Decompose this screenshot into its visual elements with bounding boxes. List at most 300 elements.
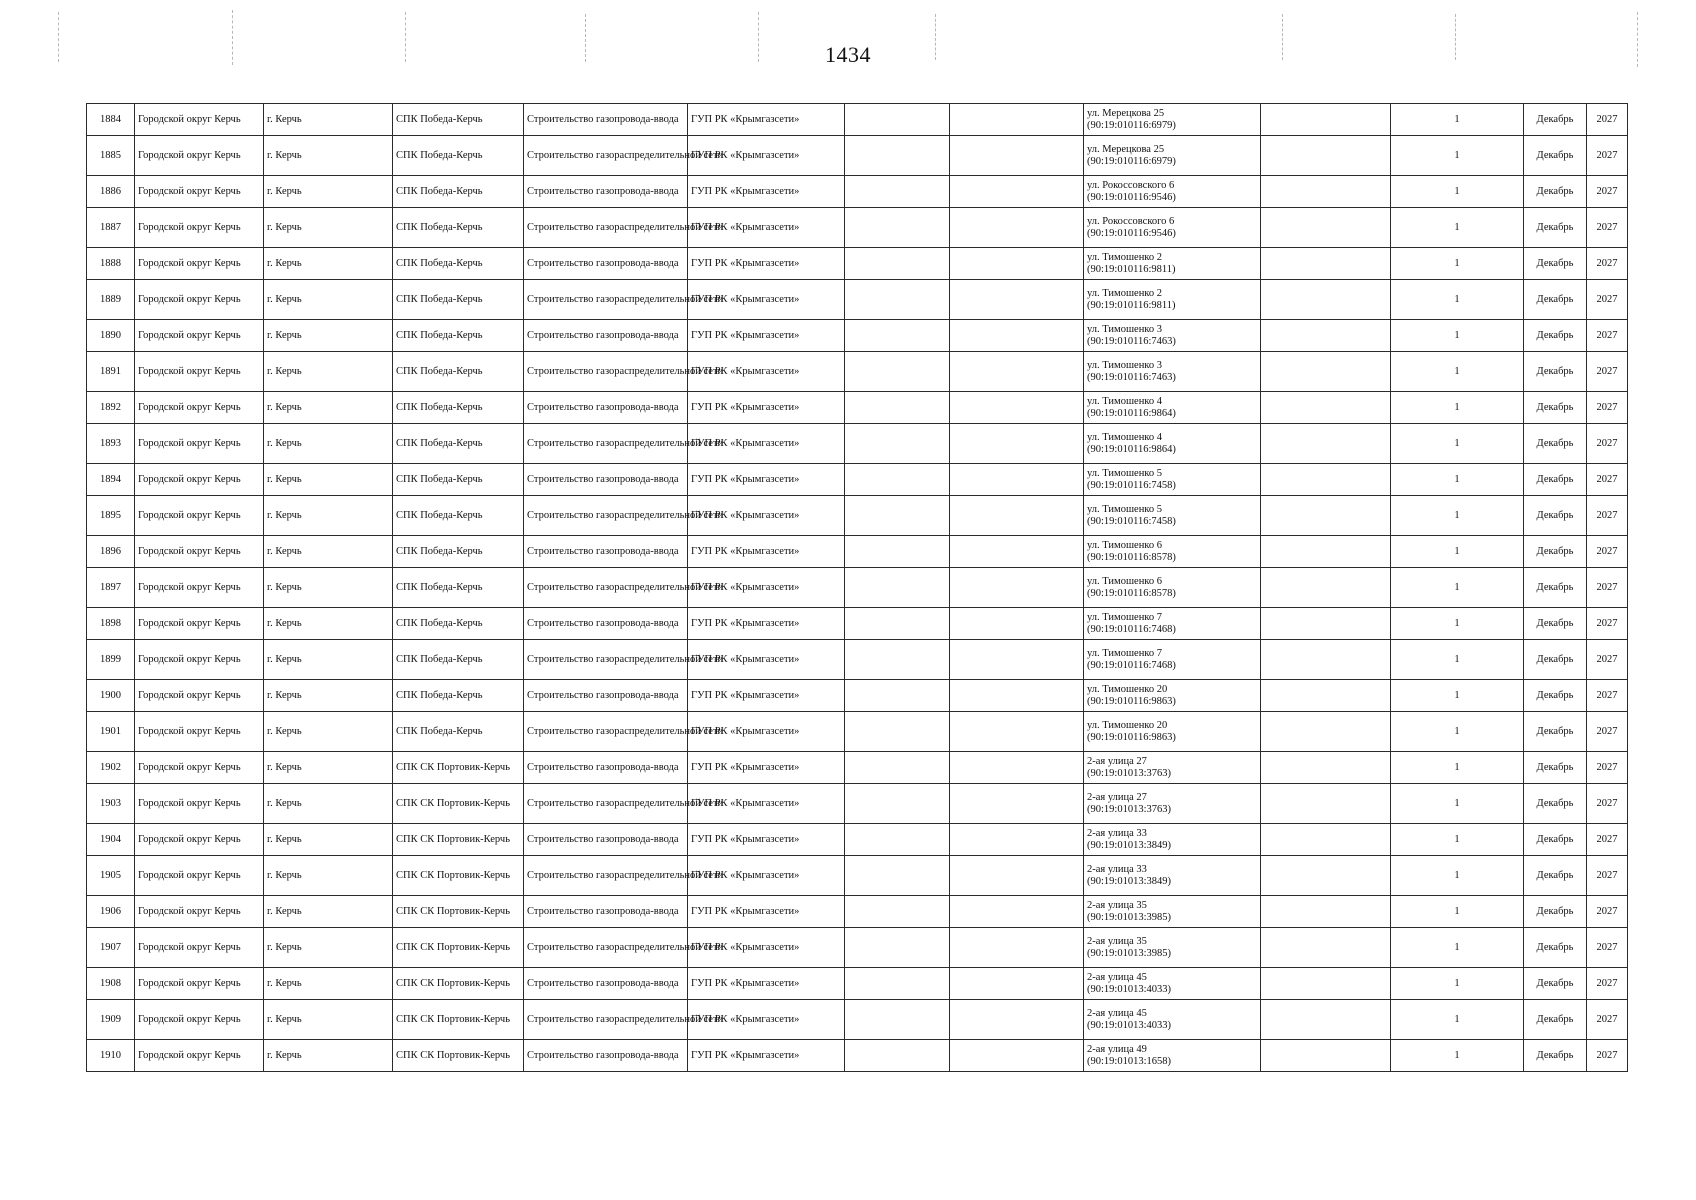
cadastral-number: (90:19:01013:3849) xyxy=(1087,839,1171,851)
organization-cell: ГУП РК «Крымгазсети» xyxy=(688,352,845,392)
cadastral-number: (90:19:010116:7463) xyxy=(1087,371,1176,383)
row-number: 1904 xyxy=(87,824,135,856)
work-cell: Строительство газораспределительной сети xyxy=(524,568,688,608)
work-cell: Строительство газопровода-ввода xyxy=(524,752,688,784)
empty-cell-a xyxy=(845,208,950,248)
municipality-cell: Городской округ Керчь xyxy=(135,248,264,280)
quantity-cell: 1 xyxy=(1391,320,1524,352)
cadastral-number: (90:19:01013:4033) xyxy=(1087,1019,1171,1031)
empty-cell-b xyxy=(950,608,1084,640)
table-row xyxy=(87,536,1628,568)
municipality-cell: Городской округ Керчь xyxy=(135,320,264,352)
organization-cell: ГУП РК «Крымгазсети» xyxy=(688,424,845,464)
cadastral-number: (90:19:010116:8578) xyxy=(1087,551,1176,563)
empty-cell-c xyxy=(1261,608,1391,640)
address-text: 2-ая улица 27 xyxy=(1087,791,1147,803)
table-row xyxy=(87,424,1628,464)
table-row xyxy=(87,280,1628,320)
address-cell xyxy=(1084,424,1261,464)
row-number: 1907 xyxy=(87,928,135,968)
work-cell: Строительство газопровода-ввода xyxy=(524,536,688,568)
row-number: 1895 xyxy=(87,496,135,536)
address-text: ул. Рокоссовского 6 xyxy=(1087,215,1175,227)
year-cell: 2027 xyxy=(1587,712,1628,752)
empty-cell-a xyxy=(845,1000,950,1040)
organization-cell: ГУП РК «Крымгазсети» xyxy=(688,824,845,856)
owner-cell: СПК СК Портовик-Керчь xyxy=(393,968,524,1000)
quantity-cell: 1 xyxy=(1391,608,1524,640)
year-cell: 2027 xyxy=(1587,280,1628,320)
empty-cell-c xyxy=(1261,928,1391,968)
quantity-cell: 1 xyxy=(1391,1000,1524,1040)
settlement-cell: г. Керчь xyxy=(264,136,393,176)
empty-cell-c xyxy=(1261,784,1391,824)
organization-cell: ГУП РК «Крымгазсети» xyxy=(688,568,845,608)
month-cell: Декабрь xyxy=(1524,824,1587,856)
empty-cell-b xyxy=(950,752,1084,784)
cadastral-number: (90:19:010116:7463) xyxy=(1087,335,1176,347)
year-cell: 2027 xyxy=(1587,320,1628,352)
quantity-cell: 1 xyxy=(1391,536,1524,568)
table-row xyxy=(87,752,1628,784)
row-number: 1902 xyxy=(87,752,135,784)
organization-cell: ГУП РК «Крымгазсети» xyxy=(688,320,845,352)
work-cell: Строительство газопровода-ввода xyxy=(524,824,688,856)
quantity-cell: 1 xyxy=(1391,248,1524,280)
empty-cell-c xyxy=(1261,1040,1391,1072)
month-cell: Декабрь xyxy=(1524,640,1587,680)
empty-cell-b xyxy=(950,856,1084,896)
work-cell: Строительство газораспределительной сети xyxy=(524,784,688,824)
empty-cell-b xyxy=(950,896,1084,928)
year-cell: 2027 xyxy=(1587,928,1628,968)
cadastral-number: (90:19:010116:9546) xyxy=(1087,227,1176,239)
empty-cell-b xyxy=(950,280,1084,320)
address-text: ул. Тимошенко 2 xyxy=(1087,251,1163,263)
empty-cell-c xyxy=(1261,856,1391,896)
empty-cell-a xyxy=(845,824,950,856)
table-row xyxy=(87,496,1628,536)
municipality-cell: Городской округ Керчь xyxy=(135,1000,264,1040)
owner-cell: СПК Победа-Керчь xyxy=(393,640,524,680)
settlement-cell: г. Керчь xyxy=(264,568,393,608)
municipality-cell: Городской округ Керчь xyxy=(135,536,264,568)
row-number: 1890 xyxy=(87,320,135,352)
address-text: ул. Мерецкова 25 xyxy=(1087,107,1165,119)
work-cell: Строительство газопровода-ввода xyxy=(524,176,688,208)
month-cell: Декабрь xyxy=(1524,680,1587,712)
row-number: 1908 xyxy=(87,968,135,1000)
year-cell: 2027 xyxy=(1587,176,1628,208)
work-cell: Строительство газораспределительной сети xyxy=(524,352,688,392)
owner-cell: СПК СК Портовик-Керчь xyxy=(393,824,524,856)
settlement-cell: г. Керчь xyxy=(264,968,393,1000)
address-text: ул. Тимошенко 20 xyxy=(1087,683,1168,695)
empty-cell-c xyxy=(1261,496,1391,536)
owner-cell: СПК Победа-Керчь xyxy=(393,104,524,136)
empty-cell-a xyxy=(845,784,950,824)
address-text: ул. Тимошенко 2 xyxy=(1087,287,1163,299)
municipality-cell: Городской округ Керчь xyxy=(135,392,264,424)
municipality-cell: Городской округ Керчь xyxy=(135,424,264,464)
address-cell xyxy=(1084,352,1261,392)
settlement-cell: г. Керчь xyxy=(264,352,393,392)
year-cell: 2027 xyxy=(1587,1000,1628,1040)
month-cell: Декабрь xyxy=(1524,208,1587,248)
settlement-cell: г. Керчь xyxy=(264,680,393,712)
table-row xyxy=(87,968,1628,1000)
table-row xyxy=(87,136,1628,176)
owner-cell: СПК Победа-Керчь xyxy=(393,352,524,392)
settlement-cell: г. Керчь xyxy=(264,824,393,856)
quantity-cell: 1 xyxy=(1391,352,1524,392)
address-text: ул. Тимошенко 5 xyxy=(1087,467,1163,479)
organization-cell: ГУП РК «Крымгазсети» xyxy=(688,896,845,928)
address-text: 2-ая улица 45 xyxy=(1087,1007,1147,1019)
work-cell: Строительство газопровода-ввода xyxy=(524,248,688,280)
municipality-cell: Городской округ Керчь xyxy=(135,824,264,856)
empty-cell-b xyxy=(950,136,1084,176)
year-cell: 2027 xyxy=(1587,1040,1628,1072)
owner-cell: СПК Победа-Керчь xyxy=(393,608,524,640)
work-cell: Строительство газораспределительной сети xyxy=(524,856,688,896)
month-cell: Декабрь xyxy=(1524,928,1587,968)
row-number: 1897 xyxy=(87,568,135,608)
settlement-cell: г. Керчь xyxy=(264,464,393,496)
month-cell: Декабрь xyxy=(1524,496,1587,536)
row-number: 1886 xyxy=(87,176,135,208)
year-cell: 2027 xyxy=(1587,424,1628,464)
empty-cell-a xyxy=(845,248,950,280)
row-number: 1901 xyxy=(87,712,135,752)
row-number: 1891 xyxy=(87,352,135,392)
work-cell: Строительство газопровода-ввода xyxy=(524,320,688,352)
address-text: 2-ая улица 35 xyxy=(1087,935,1147,947)
month-cell: Декабрь xyxy=(1524,104,1587,136)
quantity-cell: 1 xyxy=(1391,752,1524,784)
quantity-cell: 1 xyxy=(1391,784,1524,824)
quantity-cell: 1 xyxy=(1391,104,1524,136)
organization-cell: ГУП РК «Крымгазсети» xyxy=(688,1000,845,1040)
table-row xyxy=(87,104,1628,136)
municipality-cell: Городской округ Керчь xyxy=(135,680,264,712)
empty-cell-b xyxy=(950,464,1084,496)
owner-cell: СПК Победа-Керчь xyxy=(393,536,524,568)
municipality-cell: Городской округ Керчь xyxy=(135,608,264,640)
municipality-cell: Городской округ Керчь xyxy=(135,352,264,392)
address-cell xyxy=(1084,392,1261,424)
address-cell xyxy=(1084,104,1261,136)
table-row xyxy=(87,896,1628,928)
settlement-cell: г. Керчь xyxy=(264,896,393,928)
municipality-cell: Городской округ Керчь xyxy=(135,856,264,896)
empty-cell-b xyxy=(950,784,1084,824)
settlement-cell: г. Керчь xyxy=(264,208,393,248)
work-cell: Строительство газораспределительной сети xyxy=(524,1000,688,1040)
row-number: 1884 xyxy=(87,104,135,136)
table-row xyxy=(87,392,1628,424)
municipality-cell: Городской округ Керчь xyxy=(135,136,264,176)
quantity-cell: 1 xyxy=(1391,392,1524,424)
municipality-cell: Городской округ Керчь xyxy=(135,280,264,320)
month-cell: Декабрь xyxy=(1524,568,1587,608)
row-number: 1894 xyxy=(87,464,135,496)
address-text: ул. Мерецкова 25 xyxy=(1087,143,1165,155)
address-cell xyxy=(1084,280,1261,320)
organization-cell: ГУП РК «Крымгазсети» xyxy=(688,248,845,280)
owner-cell: СПК Победа-Керчь xyxy=(393,208,524,248)
empty-cell-a xyxy=(845,464,950,496)
empty-cell-a xyxy=(845,896,950,928)
cadastral-number: (90:19:010116:9811) xyxy=(1087,263,1176,275)
month-cell: Декабрь xyxy=(1524,856,1587,896)
empty-cell-c xyxy=(1261,824,1391,856)
address-cell xyxy=(1084,856,1261,896)
year-cell: 2027 xyxy=(1587,680,1628,712)
quantity-cell: 1 xyxy=(1391,712,1524,752)
empty-cell-a xyxy=(845,752,950,784)
owner-cell: СПК Победа-Керчь xyxy=(393,320,524,352)
address-text: ул. Тимошенко 20 xyxy=(1087,719,1168,731)
cadastral-number: (90:19:010116:7468) xyxy=(1087,623,1176,635)
organization-cell: ГУП РК «Крымгазсети» xyxy=(688,392,845,424)
year-cell: 2027 xyxy=(1587,104,1628,136)
cadastral-number: (90:19:010116:9864) xyxy=(1087,407,1176,419)
table-row xyxy=(87,608,1628,640)
quantity-cell: 1 xyxy=(1391,568,1524,608)
organization-cell: ГУП РК «Крымгазсети» xyxy=(688,464,845,496)
empty-cell-c xyxy=(1261,280,1391,320)
empty-cell-a xyxy=(845,928,950,968)
empty-cell-c xyxy=(1261,352,1391,392)
month-cell: Декабрь xyxy=(1524,608,1587,640)
address-text: ул. Тимошенко 3 xyxy=(1087,359,1163,371)
empty-cell-a xyxy=(845,104,950,136)
month-cell: Декабрь xyxy=(1524,784,1587,824)
empty-cell-a xyxy=(845,280,950,320)
organization-cell: ГУП РК «Крымгазсети» xyxy=(688,712,845,752)
empty-cell-c xyxy=(1261,640,1391,680)
municipality-cell: Городской округ Керчь xyxy=(135,104,264,136)
empty-cell-c xyxy=(1261,712,1391,752)
address-text: ул. Тимошенко 4 xyxy=(1087,431,1163,443)
work-cell: Строительство газораспределительной сети xyxy=(524,208,688,248)
settlement-cell: г. Керчь xyxy=(264,1000,393,1040)
quantity-cell: 1 xyxy=(1391,176,1524,208)
work-cell: Строительство газораспределительной сети xyxy=(524,928,688,968)
cadastral-number: (90:19:01013:3849) xyxy=(1087,875,1171,887)
empty-cell-c xyxy=(1261,1000,1391,1040)
address-cell xyxy=(1084,1040,1261,1072)
address-text: ул. Тимошенко 5 xyxy=(1087,503,1163,515)
work-cell: Строительство газораспределительной сети xyxy=(524,496,688,536)
empty-cell-b xyxy=(950,352,1084,392)
quantity-cell: 1 xyxy=(1391,496,1524,536)
work-cell: Строительство газопровода-ввода xyxy=(524,968,688,1000)
quantity-cell: 1 xyxy=(1391,896,1524,928)
row-number: 1888 xyxy=(87,248,135,280)
quantity-cell: 1 xyxy=(1391,824,1524,856)
row-number: 1885 xyxy=(87,136,135,176)
organization-cell: ГУП РК «Крымгазсети» xyxy=(688,104,845,136)
settlement-cell: г. Керчь xyxy=(264,280,393,320)
address-text: 2-ая улица 27 xyxy=(1087,755,1147,767)
owner-cell: СПК Победа-Керчь xyxy=(393,496,524,536)
row-number: 1900 xyxy=(87,680,135,712)
address-text: 2-ая улица 45 xyxy=(1087,971,1147,983)
year-cell: 2027 xyxy=(1587,248,1628,280)
work-cell: Строительство газопровода-ввода xyxy=(524,392,688,424)
settlement-cell: г. Керчь xyxy=(264,784,393,824)
address-text: ул. Тимошенко 6 xyxy=(1087,575,1163,587)
table-row xyxy=(87,248,1628,280)
row-number: 1905 xyxy=(87,856,135,896)
organization-cell: ГУП РК «Крымгазсети» xyxy=(688,640,845,680)
row-number: 1899 xyxy=(87,640,135,680)
empty-cell-b xyxy=(950,968,1084,1000)
address-cell xyxy=(1084,496,1261,536)
address-cell xyxy=(1084,568,1261,608)
month-cell: Декабрь xyxy=(1524,280,1587,320)
address-cell xyxy=(1084,928,1261,968)
cadastral-number: (90:19:010116:9863) xyxy=(1087,731,1176,743)
empty-cell-c xyxy=(1261,208,1391,248)
owner-cell: СПК СК Портовик-Керчь xyxy=(393,856,524,896)
year-cell: 2027 xyxy=(1587,496,1628,536)
page-number: 1434 xyxy=(825,42,871,67)
address-text: 2-ая улица 33 xyxy=(1087,827,1147,839)
empty-cell-c xyxy=(1261,320,1391,352)
empty-cell-c xyxy=(1261,176,1391,208)
empty-cell-c xyxy=(1261,568,1391,608)
organization-cell: ГУП РК «Крымгазсети» xyxy=(688,784,845,824)
year-cell: 2027 xyxy=(1587,784,1628,824)
empty-cell-b xyxy=(950,176,1084,208)
month-cell: Декабрь xyxy=(1524,712,1587,752)
empty-cell-b xyxy=(950,1040,1084,1072)
table-row xyxy=(87,352,1628,392)
year-cell: 2027 xyxy=(1587,856,1628,896)
settlement-cell: г. Керчь xyxy=(264,712,393,752)
quantity-cell: 1 xyxy=(1391,136,1524,176)
table-row xyxy=(87,1000,1628,1040)
month-cell: Декабрь xyxy=(1524,248,1587,280)
empty-cell-c xyxy=(1261,896,1391,928)
work-cell: Строительство газопровода-ввода xyxy=(524,680,688,712)
cadastral-number: (90:19:01013:1658) xyxy=(1087,1055,1171,1067)
year-cell: 2027 xyxy=(1587,824,1628,856)
cadastral-number: (90:19:01013:3985) xyxy=(1087,947,1171,959)
empty-cell-b xyxy=(950,424,1084,464)
empty-cell-b xyxy=(950,712,1084,752)
work-cell: Строительство газораспределительной сети xyxy=(524,280,688,320)
empty-cell-c xyxy=(1261,968,1391,1000)
table-row xyxy=(87,568,1628,608)
organization-cell: ГУП РК «Крымгазсети» xyxy=(688,1040,845,1072)
cadastral-number: (90:19:010116:9863) xyxy=(1087,695,1176,707)
cadastral-number: (90:19:010116:9864) xyxy=(1087,443,1176,455)
empty-cell-a xyxy=(845,1040,950,1072)
quantity-cell: 1 xyxy=(1391,1040,1524,1072)
empty-cell-b xyxy=(950,568,1084,608)
row-number: 1906 xyxy=(87,896,135,928)
cadastral-number: (90:19:01013:4033) xyxy=(1087,983,1171,995)
work-cell: Строительство газопровода-ввода xyxy=(524,1040,688,1072)
settlement-cell: г. Керчь xyxy=(264,640,393,680)
municipality-cell: Городской округ Керчь xyxy=(135,464,264,496)
quantity-cell: 1 xyxy=(1391,968,1524,1000)
table-row xyxy=(87,928,1628,968)
address-cell xyxy=(1084,136,1261,176)
table-row xyxy=(87,712,1628,752)
municipality-cell: Городской округ Керчь xyxy=(135,1040,264,1072)
table-row xyxy=(87,1040,1628,1072)
organization-cell: ГУП РК «Крымгазсети» xyxy=(688,752,845,784)
year-cell: 2027 xyxy=(1587,752,1628,784)
year-cell: 2027 xyxy=(1587,352,1628,392)
empty-cell-b xyxy=(950,392,1084,424)
empty-cell-a xyxy=(845,680,950,712)
cadastral-number: (90:19:010116:6979) xyxy=(1087,119,1176,131)
row-number: 1893 xyxy=(87,424,135,464)
organization-cell: ГУП РК «Крымгазсети» xyxy=(688,968,845,1000)
work-cell: Строительство газопровода-ввода xyxy=(524,608,688,640)
address-text: ул. Рокоссовского 6 xyxy=(1087,179,1175,191)
municipality-cell: Городской округ Керчь xyxy=(135,968,264,1000)
empty-cell-c xyxy=(1261,752,1391,784)
quantity-cell: 1 xyxy=(1391,680,1524,712)
year-cell: 2027 xyxy=(1587,136,1628,176)
address-cell xyxy=(1084,248,1261,280)
owner-cell: СПК Победа-Керчь xyxy=(393,680,524,712)
empty-cell-a xyxy=(845,424,950,464)
month-cell: Декабрь xyxy=(1524,536,1587,568)
municipality-cell: Городской округ Керчь xyxy=(135,176,264,208)
row-number: 1889 xyxy=(87,280,135,320)
municipality-cell: Городской округ Керчь xyxy=(135,752,264,784)
municipality-cell: Городской округ Керчь xyxy=(135,712,264,752)
work-cell: Строительство газораспределительной сети xyxy=(524,136,688,176)
organization-cell: ГУП РК «Крымгазсети» xyxy=(688,496,845,536)
registry-table xyxy=(86,103,1628,1072)
row-number: 1898 xyxy=(87,608,135,640)
owner-cell: СПК СК Портовик-Керчь xyxy=(393,1000,524,1040)
empty-cell-b xyxy=(950,104,1084,136)
cadastral-number: (90:19:010116:9811) xyxy=(1087,299,1176,311)
empty-cell-c xyxy=(1261,392,1391,424)
organization-cell: ГУП РК «Крымгазсети» xyxy=(688,680,845,712)
municipality-cell: Городской округ Керчь xyxy=(135,640,264,680)
empty-cell-c xyxy=(1261,680,1391,712)
work-cell: Строительство газопровода-ввода xyxy=(524,464,688,496)
year-cell: 2027 xyxy=(1587,896,1628,928)
municipality-cell: Городской округ Керчь xyxy=(135,896,264,928)
owner-cell: СПК СК Портовик-Керчь xyxy=(393,896,524,928)
owner-cell: СПК Победа-Керчь xyxy=(393,248,524,280)
empty-cell-a xyxy=(845,640,950,680)
empty-cell-a xyxy=(845,856,950,896)
quantity-cell: 1 xyxy=(1391,928,1524,968)
settlement-cell: г. Керчь xyxy=(264,248,393,280)
municipality-cell: Городской округ Керчь xyxy=(135,928,264,968)
work-cell: Строительство газопровода-ввода xyxy=(524,896,688,928)
address-text: ул. Тимошенко 7 xyxy=(1087,647,1163,659)
empty-cell-b xyxy=(950,824,1084,856)
address-cell xyxy=(1084,968,1261,1000)
settlement-cell: г. Керчь xyxy=(264,176,393,208)
settlement-cell: г. Керчь xyxy=(264,392,393,424)
settlement-cell: г. Керчь xyxy=(264,752,393,784)
